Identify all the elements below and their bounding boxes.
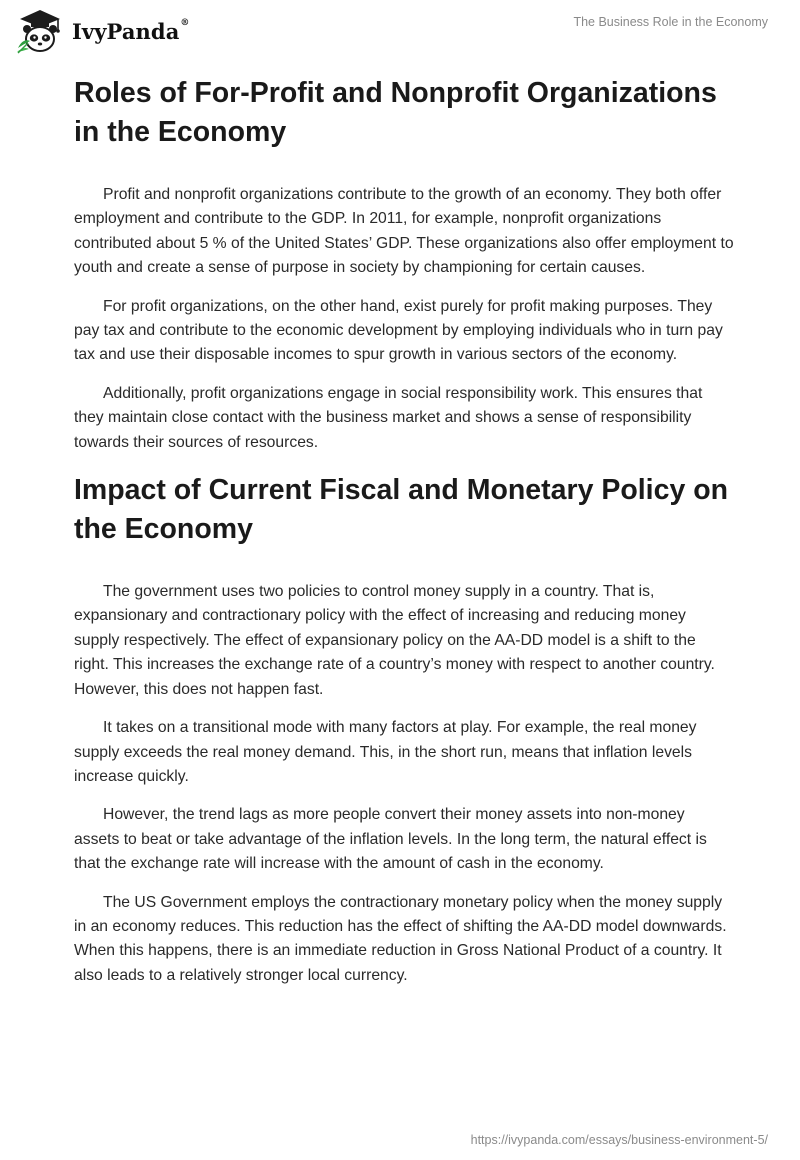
paragraph: It takes on a transitional mode with many factors at play. For example, the real money supply exceeds the real money demand. This, in the short run, means that inflation levels increase quickly. bbox=[74, 719, 697, 785]
paragraph: However, the trend lags as more people convert their money assets into non-money assets to beat or take advantage of the inflation levels. In the long term, the natural effect is that the exchange rate will increase with the amount of cash in the economy. bbox=[74, 806, 707, 873]
brand-name: IvyPanda® bbox=[72, 17, 190, 44]
essay-content bbox=[74, 74, 734, 988]
paragraph: The government uses two policies to control money supply in a country. That is, expansionary and contractionary policy with the effect of increasing and reducing money supply respectively. The effect of expansionary policy on the AA-DD model is a shift to the right. This increases the exchange rate of a country’s money with respect to another country. However, this does not happen fast. bbox=[74, 583, 715, 698]
paragraph: Profit and nonprofit organizations contribute to the growth of an economy. They both offer employment and contribute to the GDP. In 2011, for example, nonprofit organizations contributed about 5 % of the United States’ GDP. These organizations also offer employment to youth and create a sense of purpose in society by championing for certain causes. bbox=[74, 186, 734, 277]
source-url-link[interactable]: https://ivypanda.com/essays/business-environment-5/ bbox=[470, 1133, 768, 1147]
panda-logo-icon bbox=[14, 8, 66, 54]
page-header bbox=[0, 0, 800, 60]
paragraph: For profit organizations, on the other hand, exist purely for profit making purposes. They pay tax and contribute to the economic development by employing individuals who in turn pay tax and use their disposable incomes to spur growth in various sectors of the economy. bbox=[74, 297, 723, 364]
paragraph: The US Government employs the contractionary monetary policy when the money supply in an economy reduces. This reduction has the effect of shifting the AA-DD model downwards. When this happens, there is an immediate reduction in Gross National Product of a country. It also leads to a relatively stronger local currency. bbox=[74, 893, 727, 984]
paragraph: Additionally, profit organizations engage in social responsibility work. This ensures that they maintain close contact with the business market and shows a sense of responsibility towards their sources of resources. bbox=[74, 384, 703, 451]
section-heading-roles: Roles of For-Profit and Nonprofit Organizations in the Economy bbox=[74, 77, 717, 148]
section-heading-policy: Impact of Current Fiscal and Monetary Policy on the Economy bbox=[74, 474, 729, 546]
ivypanda-logo[interactable] bbox=[14, 8, 190, 54]
document-title: The Business Role in the Economy bbox=[573, 15, 768, 29]
trademark-symbol: ® bbox=[180, 17, 190, 28]
